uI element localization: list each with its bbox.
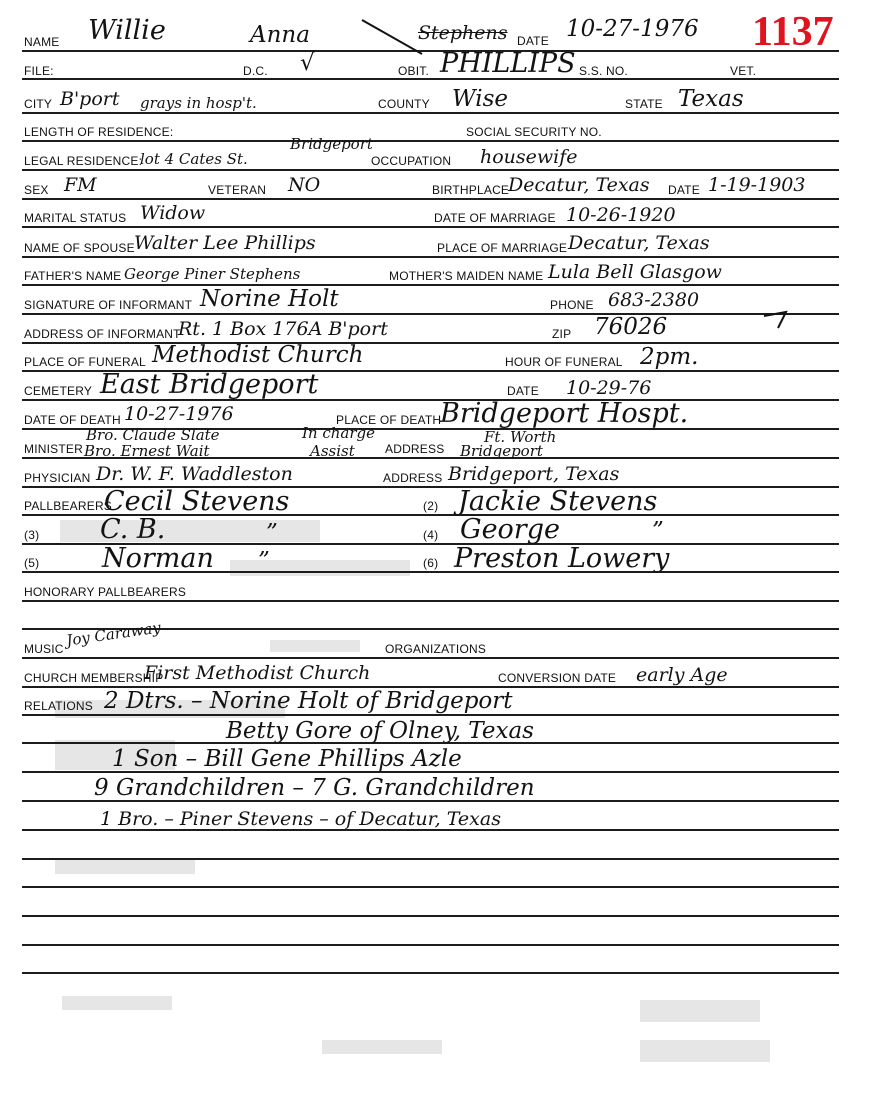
entry-informant-address: Rt. 1 Box 176A B'port [178, 318, 388, 340]
entry-physician-address: Bridgeport, Texas [448, 463, 620, 485]
label-date-of-death: DATE OF DEATH [24, 413, 121, 427]
entry-funeral-place: Methodist Church [152, 342, 364, 368]
rule-legal [22, 169, 839, 171]
entry-surname: PHILLIPS [440, 48, 576, 79]
entry-cemetery-date: 10-29-76 [566, 377, 652, 399]
rule-residence [22, 140, 839, 142]
entry-struck-name: Stephens [418, 22, 508, 44]
entry-spouse: Walter Lee Phillips [134, 232, 316, 254]
label-relations: RELATIONS [24, 699, 93, 713]
entry-dc-check: √ [300, 50, 315, 76]
label-vet: VET. [730, 64, 757, 78]
entry-legal-residence: lot 4 Cates St. [140, 150, 248, 168]
entry-birth-date: 1-19-1903 [708, 174, 806, 196]
label-place-of-marriage: PLACE OF MARRIAGE [437, 241, 568, 255]
entry-marital-status: Widow [140, 202, 206, 224]
entry-pallbearer-2: Jackie Stevens [458, 486, 658, 517]
entry-city: B'port [60, 88, 120, 110]
entry-pallbearer-5-ditto: ” [258, 548, 270, 574]
entry-first-name: Willie [88, 15, 166, 46]
entry-minister-2: Bro. Ernest Wait [84, 442, 210, 460]
entry-relations-3: 1 Son – Bill Gene Phillips Azle [112, 746, 462, 772]
label-occupation: OCCUPATION [371, 154, 452, 168]
entry-pallbearer-5: Norman [102, 543, 214, 574]
rule-city [22, 112, 839, 114]
entry-place-of-death: Bridgeport Hospt. [440, 398, 689, 429]
label-cemetery-date: DATE [507, 384, 539, 398]
label-length-of-residence: LENGTH OF RESIDENCE: [24, 125, 174, 139]
label-birthplace: BIRTHPLACE [432, 183, 510, 197]
entry-zip: 76026 [594, 314, 668, 340]
label-music: MUSIC [24, 642, 64, 656]
rule-honorary [22, 600, 839, 602]
entry-minister-1-role: In charge [302, 424, 376, 442]
label-signature-of-informant: SIGNATURE OF INFORMANT [24, 298, 193, 312]
label-mothers-maiden-name: MOTHER'S MAIDEN NAME [389, 269, 544, 283]
label-name: NAME [24, 35, 60, 49]
dash-mark [762, 302, 798, 330]
entry-county: Wise [452, 86, 509, 112]
entry-relations-2: Betty Gore of Olney, Texas [226, 718, 534, 744]
entry-physician: Dr. W. F. Waddleston [96, 463, 293, 485]
label-ss-no: S.S. NO. [579, 64, 628, 78]
entry-music: Joy Caraway [65, 618, 162, 650]
label-physician-address: ADDRESS [383, 471, 443, 485]
label-city: CITY [24, 97, 53, 111]
entry-minister-1-address: Ft. Worth [484, 428, 557, 446]
label-date: DATE [517, 34, 549, 48]
entry-veteran: NO [288, 174, 321, 196]
entry-death-date-header: 10-27-1976 [566, 16, 699, 42]
label-file: FILE: [24, 64, 54, 78]
entry-occupation: housewife [480, 146, 578, 168]
entry-pallbearer-3-ditto: ” [266, 520, 278, 546]
label-dc: D.C. [243, 64, 268, 78]
entry-pallbearer-6: Preston Lowery [454, 543, 670, 574]
entry-pallbearer-1: Cecil Stevens [104, 486, 290, 517]
rule-father [22, 284, 839, 286]
label-minister-address: ADDRESS [385, 442, 445, 456]
entry-city-note: grays in hosp't. [140, 94, 257, 112]
label-organizations: ORGANIZATIONS [385, 642, 487, 656]
entry-cemetery: East Bridgeport [100, 369, 319, 400]
rule-music [22, 657, 839, 659]
label-veteran: VETERAN [208, 183, 267, 197]
label-minister: MINISTER [24, 442, 83, 456]
entry-marriage-place: Decatur, Texas [568, 232, 710, 254]
entry-father: George Piner Stephens [124, 265, 301, 283]
entry-state: Texas [678, 86, 744, 112]
label-conversion-date: CONVERSION DATE [498, 671, 617, 685]
label-zip: ZIP [552, 327, 572, 341]
rule-rel-6 [22, 858, 839, 860]
label-pallbearer-3: (3) [24, 528, 40, 542]
label-pallbearer-6: (6) [423, 556, 439, 570]
label-hour-of-funeral: HOUR OF FUNERAL [505, 355, 623, 369]
entry-birthplace: Decatur, Texas [508, 174, 650, 196]
entry-church-membership: First Methodist Church [144, 662, 371, 684]
rule-relations [22, 714, 839, 716]
entry-pallbearer-4-ditto: ” [652, 518, 664, 544]
label-state: STATE [625, 97, 663, 111]
entry-pallbearer-3: C. B. [100, 514, 166, 545]
label-pallbearers: PALLBEARERS [24, 499, 113, 513]
label-social-security-no: SOCIAL SECURITY NO. [466, 125, 602, 139]
label-phone: PHONE [550, 298, 594, 312]
entry-middle-name: Anna [250, 22, 310, 48]
rule-file [22, 78, 839, 80]
label-birth-date: DATE [668, 183, 700, 197]
entry-minister-2-address: Bridgeport [460, 442, 543, 460]
rule-informant-address [22, 342, 839, 344]
entry-conversion-date: early Age [636, 664, 728, 686]
label-pallbearer-2: (2) [423, 499, 439, 513]
label-place-of-death: PLACE OF DEATH [336, 413, 442, 427]
label-marital-status: MARITAL STATUS [24, 211, 127, 225]
label-cemetery: CEMETERY [24, 384, 93, 398]
entry-relations-4: 9 Grandchildren – 7 G. Grandchildren [94, 775, 535, 801]
entry-minister-1: Bro. Claude Slate [86, 426, 220, 444]
label-legal-residence: LEGAL RESIDENCE: [24, 154, 143, 168]
rule-rel-9 [22, 944, 839, 946]
rule-informant [22, 313, 839, 315]
entry-marriage-date: 10-26-1920 [566, 204, 676, 226]
label-pallbearer-4: (4) [423, 528, 439, 542]
entry-mother: Lula Bell Glasgow [548, 261, 722, 283]
label-fathers-name: FATHER'S NAME [24, 269, 122, 283]
label-sex: SEX [24, 183, 49, 197]
entry-relations-1: 2 Dtrs. – Norine Holt of Bridgeport [104, 688, 513, 714]
record-number: 1137 [752, 9, 834, 55]
label-place-of-funeral: PLACE OF FUNERAL [24, 355, 146, 369]
entry-date-of-death: 10-27-1976 [124, 403, 234, 425]
entry-legal-residence-note: Bridgeport [290, 135, 373, 153]
entry-funeral-hour: 2pm. [640, 344, 699, 370]
rule-name [22, 50, 839, 52]
label-obit: OBIT. [398, 64, 430, 78]
label-date-of-marriage: DATE OF MARRIAGE [434, 211, 556, 225]
rule-sex [22, 198, 839, 200]
entry-sex: FM [64, 174, 97, 196]
label-address-of-informant: ADDRESS OF INFORMANT [24, 327, 181, 341]
label-pallbearer-5: (5) [24, 556, 40, 570]
label-county: COUNTY [378, 97, 430, 111]
rule-rel-7 [22, 886, 839, 888]
label-physician: PHYSICIAN [24, 471, 91, 485]
entry-informant: Norine Holt [200, 286, 339, 312]
label-honorary-pallbearers: HONORARY PALLBEARERS [24, 585, 187, 599]
rule-spouse [22, 256, 839, 258]
label-church-membership: CHURCH MEMBERSHIP [24, 671, 164, 685]
label-name-of-spouse: NAME OF SPOUSE [24, 241, 135, 255]
rule-marital [22, 226, 839, 228]
entry-pallbearer-4: George [460, 514, 560, 545]
rule-rel-10 [22, 972, 839, 974]
rule-rel-8 [22, 915, 839, 917]
entry-phone: 683-2380 [608, 289, 700, 311]
entry-relations-5: 1 Bro. – Piner Stevens – of Decatur, Texas [100, 808, 501, 830]
entry-minister-2-role: Assist [310, 442, 355, 460]
